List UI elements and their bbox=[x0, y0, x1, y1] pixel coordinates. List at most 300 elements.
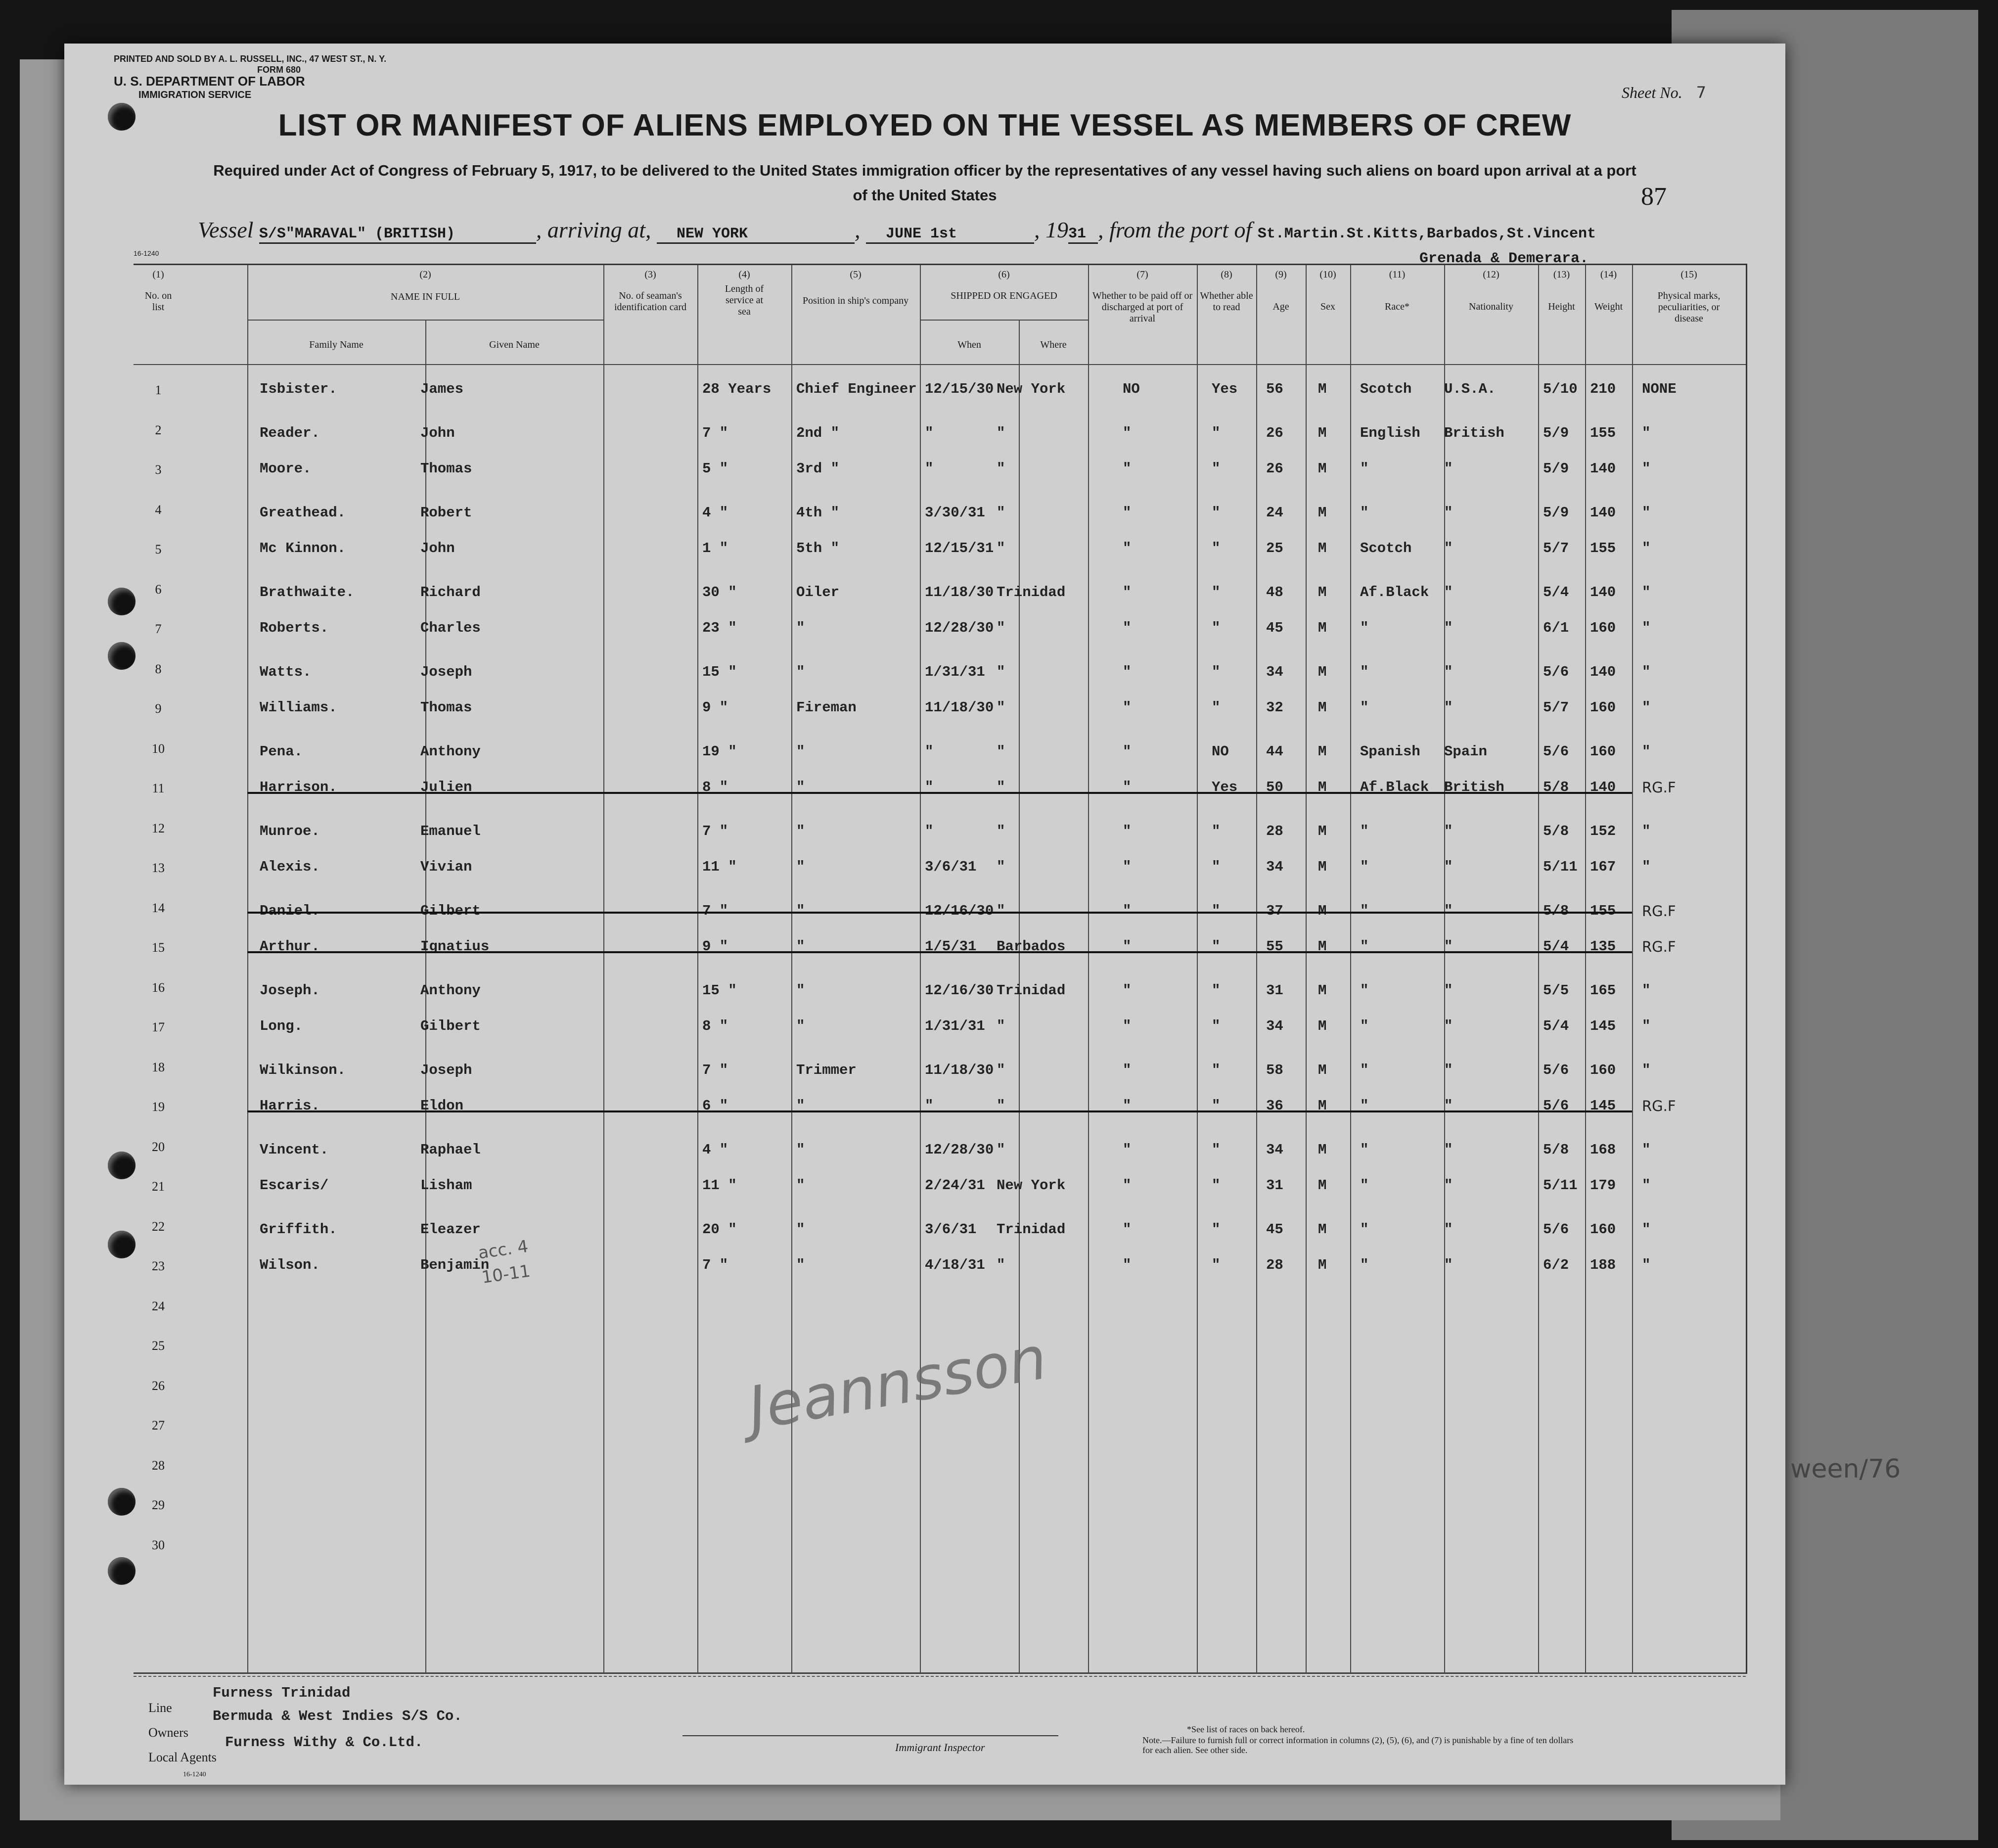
shipped-where: Trinidad bbox=[997, 1221, 1066, 1238]
owners-label: Owners bbox=[148, 1725, 188, 1740]
service-length: 15 " bbox=[702, 982, 737, 999]
service-length: 15 " bbox=[702, 663, 737, 680]
shipped-where: " bbox=[997, 461, 1005, 477]
given-name: Richard bbox=[420, 584, 481, 601]
given-name: Anthony bbox=[420, 743, 481, 760]
family-name: Brathwaite. bbox=[260, 584, 355, 601]
nationality: British bbox=[1444, 779, 1504, 795]
paid-off: " bbox=[1123, 461, 1132, 477]
position: " bbox=[796, 620, 805, 636]
given-name: Vivian bbox=[420, 859, 472, 875]
strike-through-line bbox=[247, 951, 1632, 953]
shipped-where: " bbox=[997, 823, 1005, 839]
weight: 155 bbox=[1590, 424, 1616, 441]
col-header-name: (2) NAME IN FULL bbox=[391, 269, 460, 302]
service-length: 9 " bbox=[702, 699, 728, 716]
shipped-when: " bbox=[925, 1098, 934, 1114]
age: 58 bbox=[1266, 1062, 1283, 1078]
weight: 140 bbox=[1590, 663, 1616, 680]
given-name: Thomas bbox=[420, 461, 472, 477]
height: 5/6 bbox=[1543, 1062, 1569, 1078]
given-name: Anthony bbox=[420, 982, 481, 999]
age: 56 bbox=[1266, 381, 1283, 397]
family-name: Long. bbox=[260, 1018, 303, 1034]
physical-marks: " bbox=[1642, 859, 1651, 875]
weight: 160 bbox=[1590, 743, 1616, 760]
publisher-info: PRINTED AND SOLD BY A. L. RUSSELL, INC., 47 WEST ST., N. Y. FORM 680 bbox=[114, 54, 387, 75]
race: " bbox=[1360, 1257, 1369, 1273]
weight: 140 bbox=[1590, 584, 1616, 601]
position: Trimmer bbox=[796, 1062, 857, 1078]
service-length: 28 Years bbox=[702, 381, 772, 397]
nationality: " bbox=[1444, 1177, 1453, 1194]
position: " bbox=[796, 938, 805, 955]
service-length: 5 " bbox=[702, 461, 728, 477]
col-header-race: (11) Race* bbox=[1385, 269, 1409, 312]
nationality: " bbox=[1444, 1257, 1453, 1273]
paid-off: " bbox=[1123, 779, 1132, 795]
col-header-where: Where bbox=[1040, 339, 1067, 350]
col-header-id-card: (3) No. of seaman's identification card bbox=[614, 269, 687, 313]
able-to-read: " bbox=[1212, 1018, 1221, 1034]
nationality: " bbox=[1444, 1098, 1453, 1114]
family-name: Reader. bbox=[260, 424, 320, 441]
sex: M bbox=[1318, 620, 1327, 636]
shipped-when: 12/28/30 bbox=[925, 620, 994, 636]
strike-through-line bbox=[247, 792, 1632, 794]
race: English bbox=[1360, 424, 1420, 441]
nationality: " bbox=[1444, 1221, 1453, 1238]
row-number: 2 bbox=[155, 422, 162, 437]
given-name: Robert bbox=[420, 504, 472, 521]
physical-marks: " bbox=[1642, 620, 1651, 636]
paid-off: " bbox=[1123, 1177, 1132, 1194]
shipped-where: New York bbox=[997, 1177, 1066, 1194]
binder-hole bbox=[108, 1152, 136, 1179]
race: Scotch bbox=[1360, 381, 1412, 397]
col-header-age: (9) Age bbox=[1272, 269, 1289, 312]
weight: 160 bbox=[1590, 620, 1616, 636]
age: 45 bbox=[1266, 1221, 1283, 1238]
footer-form-code: 16-1240 bbox=[183, 1771, 206, 1778]
physical-marks: " bbox=[1642, 540, 1651, 556]
sex: M bbox=[1318, 859, 1327, 875]
nationality: " bbox=[1444, 859, 1453, 875]
shipped-where: " bbox=[997, 424, 1005, 441]
agents-label: Local Agents bbox=[148, 1750, 217, 1764]
shipped-when: " bbox=[925, 743, 934, 760]
physical-marks: " bbox=[1642, 663, 1651, 680]
weight: 168 bbox=[1590, 1141, 1616, 1158]
side-note: acc. 4 10-11 bbox=[477, 1236, 532, 1288]
position: Chief Engineer bbox=[796, 381, 917, 397]
shipped-when: 3/30/31 bbox=[925, 504, 985, 521]
service-length: 6 " bbox=[702, 1098, 728, 1114]
height: 5/8 bbox=[1543, 779, 1569, 795]
row-number: 14 bbox=[152, 900, 165, 915]
service-length: 7 " bbox=[702, 1257, 728, 1273]
given-name: Benjamin bbox=[420, 1257, 490, 1273]
paid-off: " bbox=[1123, 540, 1132, 556]
paid-off: " bbox=[1123, 1257, 1132, 1273]
nationality: " bbox=[1444, 823, 1453, 839]
position: " bbox=[796, 902, 805, 919]
nationality: " bbox=[1444, 504, 1453, 521]
age: 28 bbox=[1266, 823, 1283, 839]
vessel-name: S/S"MARAVAL" (BRITISH) bbox=[259, 226, 536, 244]
given-name: James bbox=[420, 381, 464, 397]
family-name: Roberts. bbox=[260, 620, 329, 636]
shipped-when: " bbox=[925, 779, 934, 795]
col-header-paid-off: (7) Whether to be paid off or discharged at port of arrival bbox=[1092, 269, 1193, 324]
nationality: " bbox=[1444, 1018, 1453, 1034]
family-name: Pena. bbox=[260, 743, 303, 760]
binder-hole bbox=[108, 1488, 136, 1516]
physical-marks: " bbox=[1642, 1221, 1651, 1238]
row-number: 21 bbox=[152, 1179, 165, 1194]
row-number: 18 bbox=[152, 1060, 165, 1074]
given-name: John bbox=[420, 424, 455, 441]
paid-off: " bbox=[1123, 584, 1132, 601]
sex: M bbox=[1318, 779, 1327, 795]
nationality: " bbox=[1444, 1141, 1453, 1158]
service-length: 7 " bbox=[702, 902, 728, 919]
shipped-when: 12/15/31 bbox=[925, 540, 994, 556]
row-number: 13 bbox=[152, 861, 165, 875]
shipped-when: 3/6/31 bbox=[925, 859, 977, 875]
height: 5/4 bbox=[1543, 1018, 1569, 1034]
family-name: Escaris/ bbox=[260, 1177, 329, 1194]
given-name: Joseph bbox=[420, 663, 472, 680]
nationality: " bbox=[1444, 1062, 1453, 1078]
shipped-where: New York bbox=[997, 381, 1066, 397]
signature: Jeannsson bbox=[743, 1324, 1052, 1444]
position: " bbox=[796, 779, 805, 795]
family-name: Arthur. bbox=[260, 938, 320, 955]
height: 5/8 bbox=[1543, 1141, 1569, 1158]
able-to-read: " bbox=[1212, 938, 1221, 955]
race: " bbox=[1360, 1098, 1369, 1114]
row-number: 25 bbox=[152, 1339, 165, 1353]
col-header-when: When bbox=[957, 339, 981, 350]
able-to-read: " bbox=[1212, 620, 1221, 636]
paid-off: " bbox=[1123, 1018, 1132, 1034]
race: " bbox=[1360, 859, 1369, 875]
row-number: 17 bbox=[152, 1020, 165, 1034]
height: 5/11 bbox=[1543, 1177, 1578, 1194]
line-value: Furness Trinidad bbox=[213, 1685, 351, 1701]
able-to-read: " bbox=[1212, 1177, 1221, 1194]
position: 5th " bbox=[796, 540, 840, 556]
race: " bbox=[1360, 461, 1369, 477]
nationality: " bbox=[1444, 938, 1453, 955]
able-to-read: Yes bbox=[1212, 381, 1238, 397]
shipped-where: Trinidad bbox=[997, 982, 1066, 999]
shipped-when: 2/24/31 bbox=[925, 1177, 985, 1194]
service-length: 11 " bbox=[702, 1177, 737, 1194]
race: " bbox=[1360, 504, 1369, 521]
age: 26 bbox=[1266, 461, 1283, 477]
height: 5/6 bbox=[1543, 1221, 1569, 1238]
race: " bbox=[1360, 902, 1369, 919]
race: " bbox=[1360, 1141, 1369, 1158]
binder-hole bbox=[108, 642, 136, 670]
binder-hole bbox=[108, 1231, 136, 1258]
service-length: 7 " bbox=[702, 1062, 728, 1078]
shipped-when: 11/18/30 bbox=[925, 584, 994, 601]
shipped-when: 1/5/31 bbox=[925, 938, 977, 955]
shipped-when: 12/16/30 bbox=[925, 982, 994, 999]
paid-off: NO bbox=[1123, 381, 1140, 397]
sex: M bbox=[1318, 982, 1327, 999]
height: 5/4 bbox=[1543, 938, 1569, 955]
sex: M bbox=[1318, 1221, 1327, 1238]
height: 6/1 bbox=[1543, 620, 1569, 636]
sex: M bbox=[1318, 743, 1327, 760]
sex: M bbox=[1318, 504, 1327, 521]
age: 36 bbox=[1266, 1098, 1283, 1114]
height: 5/4 bbox=[1543, 584, 1569, 601]
col-header-service: (4) Length of service at sea bbox=[725, 269, 764, 317]
physical-marks: RG.F bbox=[1642, 938, 1676, 955]
able-to-read: " bbox=[1212, 504, 1221, 521]
weight: 165 bbox=[1590, 982, 1616, 999]
race: " bbox=[1360, 699, 1369, 716]
col-header-weight: (14) Weight bbox=[1594, 269, 1623, 312]
sex: M bbox=[1318, 540, 1327, 556]
row-number: 7 bbox=[155, 622, 162, 636]
shipped-where: " bbox=[997, 743, 1005, 760]
age: 34 bbox=[1266, 1018, 1283, 1034]
row-number: 16 bbox=[152, 980, 165, 995]
height: 5/9 bbox=[1543, 424, 1569, 441]
position: 2nd " bbox=[796, 424, 840, 441]
paid-off: " bbox=[1123, 1062, 1132, 1078]
weight: 160 bbox=[1590, 1062, 1616, 1078]
given-name: Gilbert bbox=[420, 1018, 481, 1034]
race: " bbox=[1360, 938, 1369, 955]
row-number: 28 bbox=[152, 1458, 165, 1473]
given-name: Lisham bbox=[420, 1177, 472, 1194]
col-header-shipped: (6) SHIPPED OR ENGAGED bbox=[951, 269, 1057, 301]
position: Oiler bbox=[796, 584, 840, 601]
sex: M bbox=[1318, 1062, 1327, 1078]
nationality: " bbox=[1444, 620, 1453, 636]
col-header-family-name: Family Name bbox=[309, 339, 363, 350]
given-name: Raphael bbox=[420, 1141, 481, 1158]
row-number: 1 bbox=[155, 383, 162, 397]
given-name: Gilbert bbox=[420, 902, 481, 919]
position: 4th " bbox=[796, 504, 840, 521]
shipped-when: 12/28/30 bbox=[925, 1141, 994, 1158]
height: 5/8 bbox=[1543, 902, 1569, 919]
physical-marks: RG.F bbox=[1642, 1098, 1676, 1114]
nationality: " bbox=[1444, 461, 1453, 477]
height: 5/5 bbox=[1543, 982, 1569, 999]
row-number: 19 bbox=[152, 1100, 165, 1114]
department-info: U. S. DEPARTMENT OF LABOR IMMIGRATION SERVICE bbox=[114, 74, 305, 100]
race: Af.Black bbox=[1360, 779, 1429, 795]
nationality: " bbox=[1444, 982, 1453, 999]
position: " bbox=[796, 823, 805, 839]
physical-marks: " bbox=[1642, 1018, 1651, 1034]
shipped-when: " bbox=[925, 823, 934, 839]
col-header-position: (5) Position in ship's company bbox=[802, 269, 909, 306]
sex: M bbox=[1318, 584, 1327, 601]
col-header-sex: (10) Sex bbox=[1319, 269, 1336, 312]
able-to-read: " bbox=[1212, 1221, 1221, 1238]
nationality: " bbox=[1444, 699, 1453, 716]
shipped-where: " bbox=[997, 779, 1005, 795]
shipped-where: " bbox=[997, 540, 1005, 556]
shipped-when: " bbox=[925, 461, 934, 477]
physical-marks: " bbox=[1642, 461, 1651, 477]
physical-marks: " bbox=[1642, 823, 1651, 839]
nationality: U.S.A. bbox=[1444, 381, 1496, 397]
race: Scotch bbox=[1360, 540, 1412, 556]
departure-ports-continued: Grenada & Demerara. bbox=[1419, 250, 1589, 267]
paid-off: " bbox=[1123, 823, 1132, 839]
col-header-marks: (15) Physical marks, peculiarities, or disease bbox=[1657, 269, 1721, 324]
age: 31 bbox=[1266, 1177, 1283, 1194]
position: " bbox=[796, 982, 805, 999]
shipped-where: " bbox=[997, 1018, 1005, 1034]
given-name: Joseph bbox=[420, 1062, 472, 1078]
service-length: 1 " bbox=[702, 540, 728, 556]
height: 6/2 bbox=[1543, 1257, 1569, 1273]
able-to-read: " bbox=[1212, 424, 1221, 441]
col-header-height: (13) Height bbox=[1548, 269, 1575, 312]
row-number: 8 bbox=[155, 661, 162, 676]
weight: 210 bbox=[1590, 381, 1616, 397]
sex: M bbox=[1318, 902, 1327, 919]
strike-through-line bbox=[247, 912, 1632, 914]
position: 3rd " bbox=[796, 461, 840, 477]
race: " bbox=[1360, 1177, 1369, 1194]
able-to-read: " bbox=[1212, 540, 1221, 556]
penalty-note: Note.—Failure to furnish full or correct information in columns (2), (5), (6), and (7) is punishable by a fine of ten dollars for each alien. See other side. bbox=[1142, 1735, 1574, 1755]
position: " bbox=[796, 743, 805, 760]
family-name: Greathead. bbox=[260, 504, 346, 521]
weight: 188 bbox=[1590, 1257, 1616, 1273]
position: Fireman bbox=[796, 699, 857, 716]
sex: M bbox=[1318, 1141, 1327, 1158]
weight: 179 bbox=[1590, 1177, 1616, 1194]
family-name: Watts. bbox=[260, 663, 312, 680]
service-length: 7 " bbox=[702, 823, 728, 839]
service-length: 20 " bbox=[702, 1221, 737, 1238]
shipped-where: " bbox=[997, 1141, 1005, 1158]
weight: 140 bbox=[1590, 779, 1616, 795]
physical-marks: RG.F bbox=[1642, 779, 1676, 796]
row-number: 23 bbox=[152, 1259, 165, 1273]
col-header-nationality: (12) Nationality bbox=[1469, 269, 1513, 312]
able-to-read: " bbox=[1212, 461, 1221, 477]
family-name: Mc Kinnon. bbox=[260, 540, 346, 556]
race: " bbox=[1360, 1018, 1369, 1034]
nationality: " bbox=[1444, 902, 1453, 919]
sheet-number: Sheet No. 7 bbox=[1622, 83, 1706, 102]
shipped-where: " bbox=[997, 1062, 1005, 1078]
able-to-read: " bbox=[1212, 1257, 1221, 1273]
race: " bbox=[1360, 1062, 1369, 1078]
service-length: 11 " bbox=[702, 859, 737, 875]
weight: 152 bbox=[1590, 823, 1616, 839]
given-name: John bbox=[420, 540, 455, 556]
weight: 155 bbox=[1590, 540, 1616, 556]
row-number: 10 bbox=[152, 741, 165, 756]
service-length: 7 " bbox=[702, 424, 728, 441]
binder-hole bbox=[108, 588, 136, 615]
row-number: 27 bbox=[152, 1418, 165, 1432]
sex: M bbox=[1318, 424, 1327, 441]
sex: M bbox=[1318, 1098, 1327, 1114]
age: 24 bbox=[1266, 504, 1283, 521]
paid-off: " bbox=[1123, 699, 1132, 716]
family-name: Munroe. bbox=[260, 823, 320, 839]
weight: 140 bbox=[1590, 504, 1616, 521]
service-length: 8 " bbox=[702, 1018, 728, 1034]
paid-off: " bbox=[1123, 663, 1132, 680]
sex: M bbox=[1318, 699, 1327, 716]
able-to-read: " bbox=[1212, 1098, 1221, 1114]
physical-marks: " bbox=[1642, 584, 1651, 601]
sex: M bbox=[1318, 381, 1327, 397]
height: 5/6 bbox=[1543, 1098, 1569, 1114]
row-number: 12 bbox=[152, 821, 165, 835]
height: 5/6 bbox=[1543, 663, 1569, 680]
inspector-label: Immigrant Inspector bbox=[895, 1741, 985, 1754]
weight: 160 bbox=[1590, 699, 1616, 716]
race: " bbox=[1360, 982, 1369, 999]
age: 50 bbox=[1266, 779, 1283, 795]
col-header-read: (8) Whether able to read bbox=[1200, 269, 1253, 313]
row-number: 5 bbox=[155, 542, 162, 556]
sex: M bbox=[1318, 461, 1327, 477]
weight: 155 bbox=[1590, 902, 1616, 919]
row-number: 22 bbox=[152, 1219, 165, 1234]
age: 37 bbox=[1266, 902, 1283, 919]
race: " bbox=[1360, 663, 1369, 680]
physical-marks: " bbox=[1642, 1177, 1651, 1194]
age: 31 bbox=[1266, 982, 1283, 999]
service-length: 4 " bbox=[702, 1141, 728, 1158]
sex: M bbox=[1318, 938, 1327, 955]
weight: 140 bbox=[1590, 461, 1616, 477]
physical-marks: " bbox=[1642, 424, 1651, 441]
page-title: LIST OR MANIFEST OF ALIENS EMPLOYED ON THE VESSEL AS MEMBERS OF CREW bbox=[278, 108, 1572, 142]
service-length: 9 " bbox=[702, 938, 728, 955]
age: 34 bbox=[1266, 859, 1283, 875]
agents-value: Furness Withy & Co.Ltd. bbox=[225, 1734, 423, 1751]
shipped-when: 12/15/30 bbox=[925, 381, 994, 397]
able-to-read: " bbox=[1212, 823, 1221, 839]
shipped-where: " bbox=[997, 699, 1005, 716]
shipped-when: 11/18/30 bbox=[925, 699, 994, 716]
nationality: British bbox=[1444, 424, 1504, 441]
position: " bbox=[796, 1177, 805, 1194]
given-name: Eldon bbox=[420, 1098, 464, 1114]
shipped-when: " bbox=[925, 424, 934, 441]
able-to-read: " bbox=[1212, 982, 1221, 999]
family-name: Joseph. bbox=[260, 982, 320, 999]
shipped-where: Barbados bbox=[997, 938, 1066, 955]
shipped-where: " bbox=[997, 859, 1005, 875]
shipped-where: Trinidad bbox=[997, 584, 1066, 601]
family-name: Wilson. bbox=[260, 1257, 320, 1273]
height: 5/9 bbox=[1543, 504, 1569, 521]
requirement-text: Required under Act of Congress of February 5, 1917, to be delivered to the United States immigration officer by the representatives of any vessel having such aliens on board upon arrival at a port of the United States bbox=[213, 162, 1636, 204]
